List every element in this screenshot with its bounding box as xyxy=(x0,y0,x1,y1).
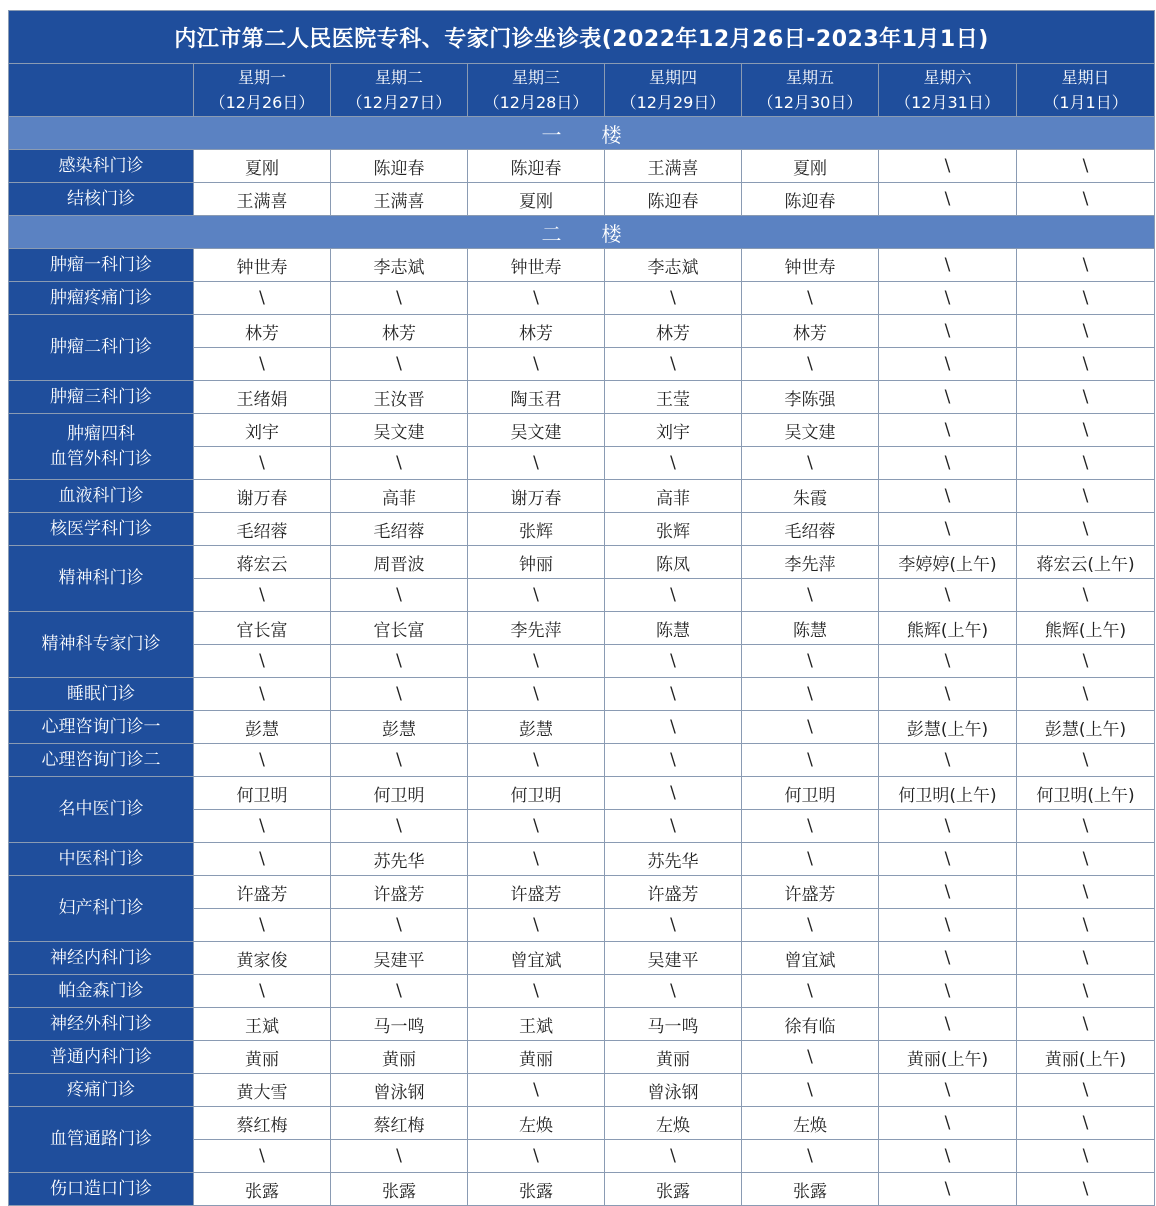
doctor-cell: \ xyxy=(468,1074,605,1107)
day-date: （12月27日） xyxy=(346,93,452,112)
table-row xyxy=(9,612,1155,645)
doctor-cell: \ xyxy=(879,414,1017,447)
doctor-cell: \ xyxy=(879,678,1017,711)
doctor-cell: \ xyxy=(879,909,1017,942)
doctor-cell: 吴文建 xyxy=(468,414,605,447)
doctor-cell: \ xyxy=(1017,513,1155,546)
doctor-cell: \ xyxy=(879,447,1017,480)
doctor-cell: \ xyxy=(742,1074,879,1107)
doctor-cell: 张露 xyxy=(605,1173,742,1206)
doctor-cell: \ xyxy=(1017,876,1155,909)
day-name: 星期五 xyxy=(785,68,834,87)
table-row xyxy=(9,282,1155,315)
doctor-cell: \ xyxy=(742,678,879,711)
doctor-cell: \ xyxy=(879,1140,1017,1173)
doctor-cell: 陈慧 xyxy=(742,612,879,645)
doctor-cell: 许盛芳 xyxy=(742,876,879,909)
doctor-cell: \ xyxy=(1017,909,1155,942)
table-row xyxy=(9,1173,1155,1206)
doctor-cell: 苏先华 xyxy=(331,843,468,876)
doctor-cell: 黄丽(上午) xyxy=(1017,1041,1155,1074)
doctor-cell: \ xyxy=(879,942,1017,975)
doctor-cell: \ xyxy=(194,348,331,381)
doctor-cell: \ xyxy=(468,348,605,381)
day-header xyxy=(1017,64,1155,117)
day-name: 星期三 xyxy=(511,68,560,87)
doctor-cell: \ xyxy=(879,282,1017,315)
doctor-cell: 何卫明 xyxy=(331,777,468,810)
doctor-cell: \ xyxy=(194,645,331,678)
doctor-cell: \ xyxy=(742,909,879,942)
doctor-cell: 左焕 xyxy=(468,1107,605,1140)
doctor-cell: \ xyxy=(605,282,742,315)
doctor-cell: 苏先华 xyxy=(605,843,742,876)
doctor-cell: 夏刚 xyxy=(194,150,331,183)
doctor-cell: 官长富 xyxy=(331,612,468,645)
doctor-cell: 黄丽 xyxy=(331,1041,468,1074)
day-date: （12月26日） xyxy=(209,93,315,112)
table-row xyxy=(9,1041,1155,1074)
doctor-cell: 张露 xyxy=(331,1173,468,1206)
department-name: 神经内科门诊 xyxy=(9,942,194,975)
doctor-cell: \ xyxy=(1017,282,1155,315)
doctor-cell: \ xyxy=(742,810,879,843)
doctor-cell: \ xyxy=(742,447,879,480)
doctor-cell: 许盛芳 xyxy=(331,876,468,909)
doctor-cell: 钟世寿 xyxy=(468,249,605,282)
doctor-cell: \ xyxy=(879,579,1017,612)
doctor-cell: \ xyxy=(1017,1008,1155,1041)
doctor-cell: 彭慧 xyxy=(468,711,605,744)
doctor-cell: \ xyxy=(1017,480,1155,513)
doctor-cell: \ xyxy=(1017,1140,1155,1173)
doctor-cell: 夏刚 xyxy=(468,183,605,216)
table-row xyxy=(9,513,1155,546)
doctor-cell: \ xyxy=(605,711,742,744)
doctor-cell: 曾宜斌 xyxy=(468,942,605,975)
doctor-cell: \ xyxy=(194,843,331,876)
doctor-cell: \ xyxy=(331,975,468,1008)
doctor-cell: 彭慧 xyxy=(331,711,468,744)
table-row xyxy=(9,183,1155,216)
corner-cell xyxy=(9,64,194,117)
doctor-cell: \ xyxy=(1017,579,1155,612)
doctor-cell: \ xyxy=(879,744,1017,777)
doctor-cell: \ xyxy=(605,777,742,810)
doctor-cell: \ xyxy=(1017,1107,1155,1140)
department-name: 结核门诊 xyxy=(9,183,194,216)
doctor-cell: 彭慧(上午) xyxy=(879,711,1017,744)
day-date: （12月31日） xyxy=(895,93,1000,112)
table-row xyxy=(9,381,1155,414)
doctor-cell: \ xyxy=(1017,315,1155,348)
doctor-cell: 彭慧(上午) xyxy=(1017,711,1155,744)
doctor-cell: 刘宇 xyxy=(605,414,742,447)
doctor-cell: \ xyxy=(468,282,605,315)
doctor-cell: 李先萍 xyxy=(468,612,605,645)
doctor-cell: 王满喜 xyxy=(605,150,742,183)
doctor-cell: 黄家俊 xyxy=(194,942,331,975)
doctor-cell: \ xyxy=(331,1140,468,1173)
department-name: 心理咨询门诊二 xyxy=(9,744,194,777)
doctor-cell: 马一鸣 xyxy=(331,1008,468,1041)
department-name: 肿瘤四科 血管外科门诊 xyxy=(9,414,194,480)
table-row xyxy=(9,777,1155,810)
doctor-cell: 曾泳钢 xyxy=(331,1074,468,1107)
table-row xyxy=(9,1074,1155,1107)
day-header xyxy=(331,64,468,117)
doctor-cell: 张辉 xyxy=(605,513,742,546)
department-name: 肿瘤二科门诊 xyxy=(9,315,194,381)
day-date: （12月28日） xyxy=(483,93,589,112)
doctor-cell: 左焕 xyxy=(605,1107,742,1140)
doctor-cell: \ xyxy=(1017,183,1155,216)
doctor-cell: \ xyxy=(1017,942,1155,975)
table-row xyxy=(9,480,1155,513)
doctor-cell: \ xyxy=(605,579,742,612)
doctor-cell: 夏刚 xyxy=(742,150,879,183)
doctor-cell: \ xyxy=(879,876,1017,909)
doctor-cell: 黄丽(上午) xyxy=(879,1041,1017,1074)
doctor-cell: 蒋宏云 xyxy=(194,546,331,579)
doctor-cell: \ xyxy=(879,150,1017,183)
day-date: （12月30日） xyxy=(757,93,863,112)
doctor-cell: \ xyxy=(1017,1173,1155,1206)
page-title: 内江市第二人民医院专科、专家门诊坐诊表(2022年12月26日-2023年1月1日) xyxy=(9,11,1155,64)
doctor-cell: \ xyxy=(1017,678,1155,711)
department-name: 疼痛门诊 xyxy=(9,1074,194,1107)
doctor-cell: 毛绍蓉 xyxy=(742,513,879,546)
department-name: 肿瘤一科门诊 xyxy=(9,249,194,282)
doctor-cell: 张露 xyxy=(742,1173,879,1206)
doctor-cell: \ xyxy=(742,1041,879,1074)
department-name: 神经外科门诊 xyxy=(9,1008,194,1041)
doctor-cell: 钟世寿 xyxy=(742,249,879,282)
department-name: 血液科门诊 xyxy=(9,480,194,513)
table-row xyxy=(9,678,1155,711)
doctor-cell: 林芳 xyxy=(194,315,331,348)
doctor-cell: 何卫明 xyxy=(194,777,331,810)
doctor-cell: 何卫明 xyxy=(742,777,879,810)
doctor-cell: 谢万春 xyxy=(194,480,331,513)
schedule-body xyxy=(9,117,1155,1206)
department-name: 血管通路门诊 xyxy=(9,1107,194,1173)
table-row xyxy=(9,843,1155,876)
doctor-cell: \ xyxy=(605,678,742,711)
day-name: 星期四 xyxy=(648,68,697,87)
doctor-cell: \ xyxy=(331,579,468,612)
doctor-cell: \ xyxy=(194,810,331,843)
doctor-cell: \ xyxy=(879,513,1017,546)
doctor-cell: \ xyxy=(879,1173,1017,1206)
doctor-cell: 徐有临 xyxy=(742,1008,879,1041)
doctor-cell: 左焕 xyxy=(742,1107,879,1140)
table-row xyxy=(9,414,1155,447)
doctor-cell: 黄丽 xyxy=(468,1041,605,1074)
doctor-cell: 陈迎春 xyxy=(742,183,879,216)
doctor-cell: 李志斌 xyxy=(331,249,468,282)
department-name: 名中医门诊 xyxy=(9,777,194,843)
doctor-cell: 高菲 xyxy=(605,480,742,513)
department-name: 感染科门诊 xyxy=(9,150,194,183)
doctor-cell: 李婷婷(上午) xyxy=(879,546,1017,579)
doctor-cell: \ xyxy=(331,645,468,678)
day-name: 星期日 xyxy=(1061,68,1110,87)
doctor-cell: \ xyxy=(1017,381,1155,414)
doctor-cell: 陈迎春 xyxy=(468,150,605,183)
doctor-cell: \ xyxy=(331,744,468,777)
doctor-cell: \ xyxy=(742,843,879,876)
doctor-cell: 陶玉君 xyxy=(468,381,605,414)
doctor-cell: \ xyxy=(331,282,468,315)
doctor-cell: \ xyxy=(1017,348,1155,381)
doctor-cell: \ xyxy=(879,645,1017,678)
doctor-cell: \ xyxy=(742,1140,879,1173)
doctor-cell: 蔡红梅 xyxy=(194,1107,331,1140)
doctor-cell: \ xyxy=(605,810,742,843)
doctor-cell: 谢万春 xyxy=(468,480,605,513)
doctor-cell: 毛绍蓉 xyxy=(331,513,468,546)
doctor-cell: \ xyxy=(468,579,605,612)
doctor-cell: 李先萍 xyxy=(742,546,879,579)
doctor-cell: \ xyxy=(331,447,468,480)
day-date: （12月29日） xyxy=(620,93,726,112)
doctor-cell: \ xyxy=(194,282,331,315)
doctor-cell: 王莹 xyxy=(605,381,742,414)
doctor-cell: \ xyxy=(1017,810,1155,843)
doctor-cell: \ xyxy=(331,678,468,711)
doctor-cell: \ xyxy=(194,744,331,777)
department-name: 精神科专家门诊 xyxy=(9,612,194,678)
doctor-cell: 钟世寿 xyxy=(194,249,331,282)
day-header xyxy=(605,64,742,117)
floor-row xyxy=(9,216,1155,249)
department-name: 心理咨询门诊一 xyxy=(9,711,194,744)
doctor-cell: 张露 xyxy=(468,1173,605,1206)
doctor-cell: 钟丽 xyxy=(468,546,605,579)
day-name: 星期一 xyxy=(237,68,286,87)
doctor-cell: \ xyxy=(194,678,331,711)
table-row xyxy=(9,711,1155,744)
doctor-cell: \ xyxy=(605,909,742,942)
doctor-cell: 官长富 xyxy=(194,612,331,645)
doctor-cell: 熊辉(上午) xyxy=(879,612,1017,645)
schedule-table xyxy=(8,10,1155,1206)
doctor-cell: \ xyxy=(742,711,879,744)
doctor-cell: \ xyxy=(1017,447,1155,480)
doctor-cell: 黄大雪 xyxy=(194,1074,331,1107)
doctor-cell: \ xyxy=(742,282,879,315)
doctor-cell: 许盛芳 xyxy=(194,876,331,909)
table-row xyxy=(9,315,1155,348)
table-row xyxy=(9,1107,1155,1140)
doctor-cell: 李陈强 xyxy=(742,381,879,414)
day-name: 星期六 xyxy=(923,68,972,87)
doctor-cell: \ xyxy=(1017,150,1155,183)
doctor-cell: \ xyxy=(742,579,879,612)
doctor-cell: \ xyxy=(605,1140,742,1173)
doctor-cell: \ xyxy=(468,678,605,711)
doctor-cell: \ xyxy=(879,480,1017,513)
doctor-cell: 彭慧 xyxy=(194,711,331,744)
doctor-cell: 张露 xyxy=(194,1173,331,1206)
doctor-cell: \ xyxy=(1017,1074,1155,1107)
doctor-cell: 何卫明(上午) xyxy=(879,777,1017,810)
doctor-cell: \ xyxy=(194,1140,331,1173)
doctor-cell: \ xyxy=(468,1140,605,1173)
doctor-cell: \ xyxy=(742,744,879,777)
doctor-cell: \ xyxy=(742,348,879,381)
doctor-cell: 何卫明(上午) xyxy=(1017,777,1155,810)
doctor-cell: 朱霞 xyxy=(742,480,879,513)
day-header xyxy=(468,64,605,117)
department-name: 帕金森门诊 xyxy=(9,975,194,1008)
doctor-cell: \ xyxy=(605,975,742,1008)
doctor-cell: 李志斌 xyxy=(605,249,742,282)
doctor-cell: \ xyxy=(879,315,1017,348)
table-row xyxy=(9,1008,1155,1041)
doctor-cell: \ xyxy=(605,348,742,381)
doctor-cell: 刘宇 xyxy=(194,414,331,447)
doctor-cell: \ xyxy=(194,579,331,612)
floor-label: 一楼 xyxy=(9,117,1155,150)
department-name: 精神科门诊 xyxy=(9,546,194,612)
department-name: 中医科门诊 xyxy=(9,843,194,876)
doctor-cell: 吴建平 xyxy=(605,942,742,975)
day-date: （1月1日） xyxy=(1043,93,1128,112)
doctor-cell: \ xyxy=(879,1008,1017,1041)
doctor-cell: 王斌 xyxy=(468,1008,605,1041)
doctor-cell: 林芳 xyxy=(742,315,879,348)
doctor-cell: \ xyxy=(1017,645,1155,678)
doctor-cell: 陈迎春 xyxy=(331,150,468,183)
doctor-cell: \ xyxy=(468,447,605,480)
floor-label: 二楼 xyxy=(9,216,1155,249)
doctor-cell: 陈慧 xyxy=(605,612,742,645)
doctor-cell: \ xyxy=(194,975,331,1008)
doctor-cell: 王满喜 xyxy=(331,183,468,216)
doctor-cell: \ xyxy=(194,447,331,480)
doctor-cell: \ xyxy=(331,348,468,381)
doctor-cell: 吴文建 xyxy=(742,414,879,447)
doctor-cell: 许盛芳 xyxy=(605,876,742,909)
doctor-cell: \ xyxy=(1017,843,1155,876)
table-row xyxy=(9,744,1155,777)
doctor-cell: \ xyxy=(605,447,742,480)
doctor-cell: \ xyxy=(879,843,1017,876)
doctor-cell: \ xyxy=(194,909,331,942)
doctor-cell: \ xyxy=(331,909,468,942)
doctor-cell: \ xyxy=(468,909,605,942)
doctor-cell: \ xyxy=(468,810,605,843)
doctor-cell: 王绪娟 xyxy=(194,381,331,414)
department-name: 肿瘤疼痛门诊 xyxy=(9,282,194,315)
doctor-cell: 蒋宏云(上午) xyxy=(1017,546,1155,579)
department-name: 核医学科门诊 xyxy=(9,513,194,546)
doctor-cell: \ xyxy=(879,810,1017,843)
doctor-cell: 林芳 xyxy=(605,315,742,348)
table-row xyxy=(9,876,1155,909)
doctor-cell: \ xyxy=(879,348,1017,381)
doctor-cell: 黄丽 xyxy=(194,1041,331,1074)
table-row xyxy=(9,546,1155,579)
table-row xyxy=(9,975,1155,1008)
day-header xyxy=(742,64,879,117)
doctor-cell: \ xyxy=(879,381,1017,414)
doctor-cell: 熊辉(上午) xyxy=(1017,612,1155,645)
doctor-cell: 马一鸣 xyxy=(605,1008,742,1041)
doctor-cell: 曾泳钢 xyxy=(605,1074,742,1107)
table-row xyxy=(9,249,1155,282)
day-name: 星期二 xyxy=(374,68,423,87)
doctor-cell: 黄丽 xyxy=(605,1041,742,1074)
doctor-cell: \ xyxy=(468,645,605,678)
department-name: 伤口造口门诊 xyxy=(9,1173,194,1206)
day-header-row xyxy=(9,64,1155,117)
doctor-cell: 陈凤 xyxy=(605,546,742,579)
department-name: 肿瘤三科门诊 xyxy=(9,381,194,414)
doctor-cell: 王汝晋 xyxy=(331,381,468,414)
doctor-cell: \ xyxy=(468,744,605,777)
table-row xyxy=(9,942,1155,975)
doctor-cell: \ xyxy=(879,183,1017,216)
doctor-cell: 陈迎春 xyxy=(605,183,742,216)
doctor-cell: 高菲 xyxy=(331,480,468,513)
doctor-cell: 林芳 xyxy=(468,315,605,348)
doctor-cell: 毛绍蓉 xyxy=(194,513,331,546)
department-name: 妇产科门诊 xyxy=(9,876,194,942)
doctor-cell: \ xyxy=(1017,414,1155,447)
doctor-cell: \ xyxy=(879,249,1017,282)
table-row xyxy=(9,150,1155,183)
doctor-cell: \ xyxy=(879,1074,1017,1107)
doctor-cell: 周晋波 xyxy=(331,546,468,579)
doctor-cell: 何卫明 xyxy=(468,777,605,810)
doctor-cell: \ xyxy=(879,1107,1017,1140)
doctor-cell: 王斌 xyxy=(194,1008,331,1041)
doctor-cell: \ xyxy=(605,744,742,777)
doctor-cell: \ xyxy=(1017,975,1155,1008)
doctor-cell: \ xyxy=(331,810,468,843)
doctor-cell: 林芳 xyxy=(331,315,468,348)
doctor-cell: \ xyxy=(879,975,1017,1008)
doctor-cell: 吴文建 xyxy=(331,414,468,447)
schedule-container xyxy=(8,10,1154,1206)
department-name: 普通内科门诊 xyxy=(9,1041,194,1074)
doctor-cell: 曾宜斌 xyxy=(742,942,879,975)
doctor-cell: 张辉 xyxy=(468,513,605,546)
doctor-cell: \ xyxy=(468,843,605,876)
doctor-cell: \ xyxy=(1017,744,1155,777)
doctor-cell: 吴建平 xyxy=(331,942,468,975)
department-name: 睡眠门诊 xyxy=(9,678,194,711)
doctor-cell: \ xyxy=(605,645,742,678)
doctor-cell: 蔡红梅 xyxy=(331,1107,468,1140)
doctor-cell: 许盛芳 xyxy=(468,876,605,909)
doctor-cell: \ xyxy=(468,975,605,1008)
day-header xyxy=(879,64,1017,117)
floor-row xyxy=(9,117,1155,150)
doctor-cell: \ xyxy=(1017,249,1155,282)
day-header xyxy=(194,64,331,117)
doctor-cell: \ xyxy=(742,645,879,678)
doctor-cell: 王满喜 xyxy=(194,183,331,216)
doctor-cell: \ xyxy=(742,975,879,1008)
